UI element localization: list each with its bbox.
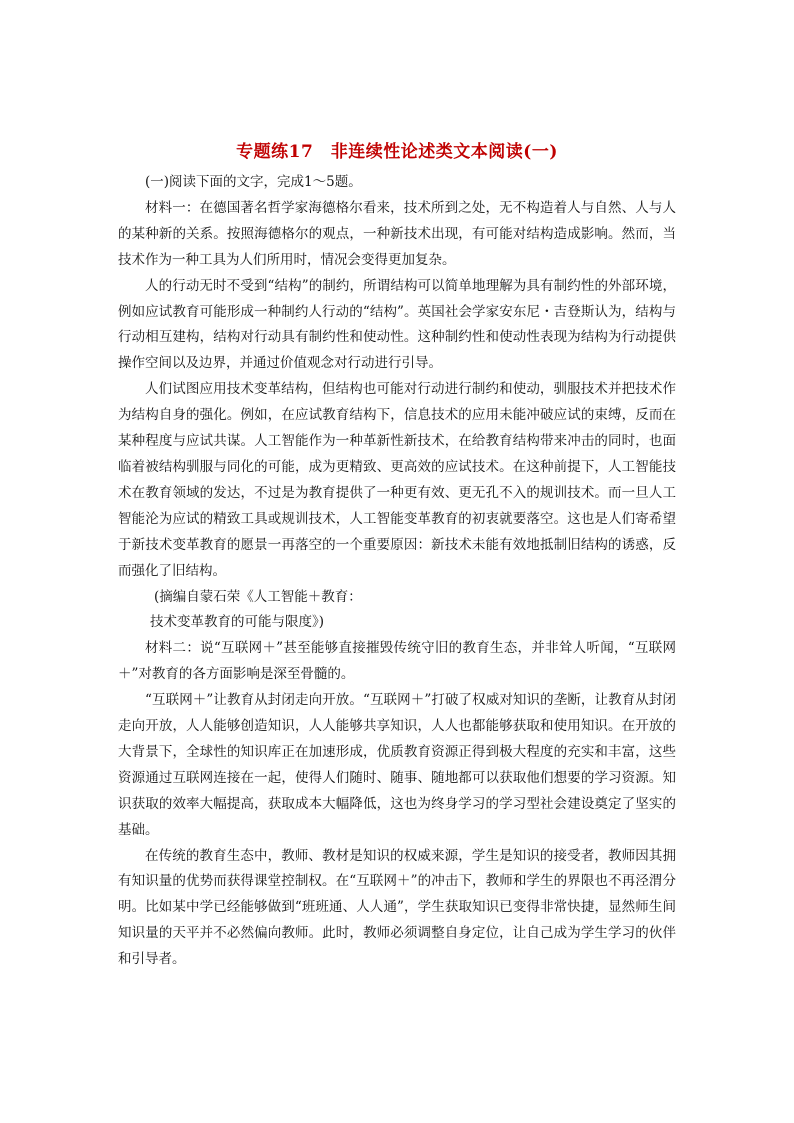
- material-one-citation: [118, 585, 676, 637]
- material-two-paragraph-1: 材料二：说“互联网＋”甚至能够直接摧毁传统守旧的教育生态，并非耸人听闻，“互联网＋”对教育的各方面影响是深至骨髓的。: [118, 640, 676, 683]
- document-title: 专题练17 非连续性论述类文本阅读(一): [236, 142, 558, 162]
- question-intro: (一)阅读下面的文字，完成1～5题。: [145, 174, 362, 190]
- citation-line-1: (摘编自蒙石荣《人工智能＋教育：: [154, 588, 362, 605]
- material-one-paragraph-1: 材料一：在德国著名哲学家海德格尔看来，技术所到之处，无不构造着人与自然、人与人的某种新的关系。按照海德格尔的观点，一种新技术出现，有可能对结构造成影响。然而，当技术作为一种工具为人们所用时，情况会变得更加复杂。: [118, 199, 676, 268]
- citation-line-2: 技术变革教育的可能与限度》): [150, 614, 325, 631]
- material-one-paragraph-3: 人们试图应用技术变革结构，但结构也可能对行动进行制约和使动，驯服技术并把技术作为结构自身的强化。例如，在应试教育结构下，信息技术的应用未能冲破应试的束缚，反而在某种程度与应试共谋。人工智能作为一种革新性新技术，在给教育结构带来冲击的同时，也面临着被结构驯服与同化的可能，成为更精致、更高效的应试技术。在这种前提下，人工智能技术在教育领域的发达，不过是为教育提供了一种更有效、更无孔不入的规训技术。而一旦人工智能沦为应试的精致工具或规训技术，人工智能变革教育的初衷就要落空。这也是人们寄希望于新技术变革教育的愿景一再落空的一个重要原因：新技术未能有效地抵制旧结构的诱惑，反而强化了旧结构。: [118, 381, 676, 579]
- material-two-paragraph-2: “互联网＋”让教育从封闭走向开放。“互联网＋”打破了权威对知识的垄断，让教育从封闭走向开放，人人能够创造知识，人人能够共享知识，人人也都能够获取和使用知识。在开放的大背景下，全球性的知识库正在加速形成，优质教育资源正得到极大程度的充实和丰富，这些资源通过互联网连接在一起，使得人们随时、随事、随地都可以获取他们想要的学习资源。知识获取的效率大幅提高，获取成本大幅降低，这也为终身学习的学习型社会建设奠定了坚实的基础。: [118, 692, 676, 838]
- material-two-paragraph-3: 在传统的教育生态中，教师、教材是知识的权威来源，学生是知识的接受者，教师因其拥有知识量的优势而获得课堂控制权。在“互联网＋”的冲击下，教师和学生的界限也不再泾渭分明。比如某中学已经能够做到“班班通、人人通”，学生获取知识已变得非常快捷，显然师生间知识量的天平并不必然偏向教师。此时，教师必须调整自身定位，让自己成为学生学习的伙伴和引导者。: [118, 847, 676, 968]
- document-page: [118, 140, 676, 973]
- material-one-paragraph-2: 人的行动无时不受到“结构”的制约，所谓结构可以简单地理解为具有制约性的外部环境，例如应试教育可能形成一种制约人行动的“结构”。英国社会学家安东尼・吉登斯认为，结构与行动相互建构，结构对行动具有制约性和使动性。这种制约性和使动性表现为结构为行动提供操作空间以及边界，并通过价值观念对行动进行引导。: [118, 277, 676, 372]
